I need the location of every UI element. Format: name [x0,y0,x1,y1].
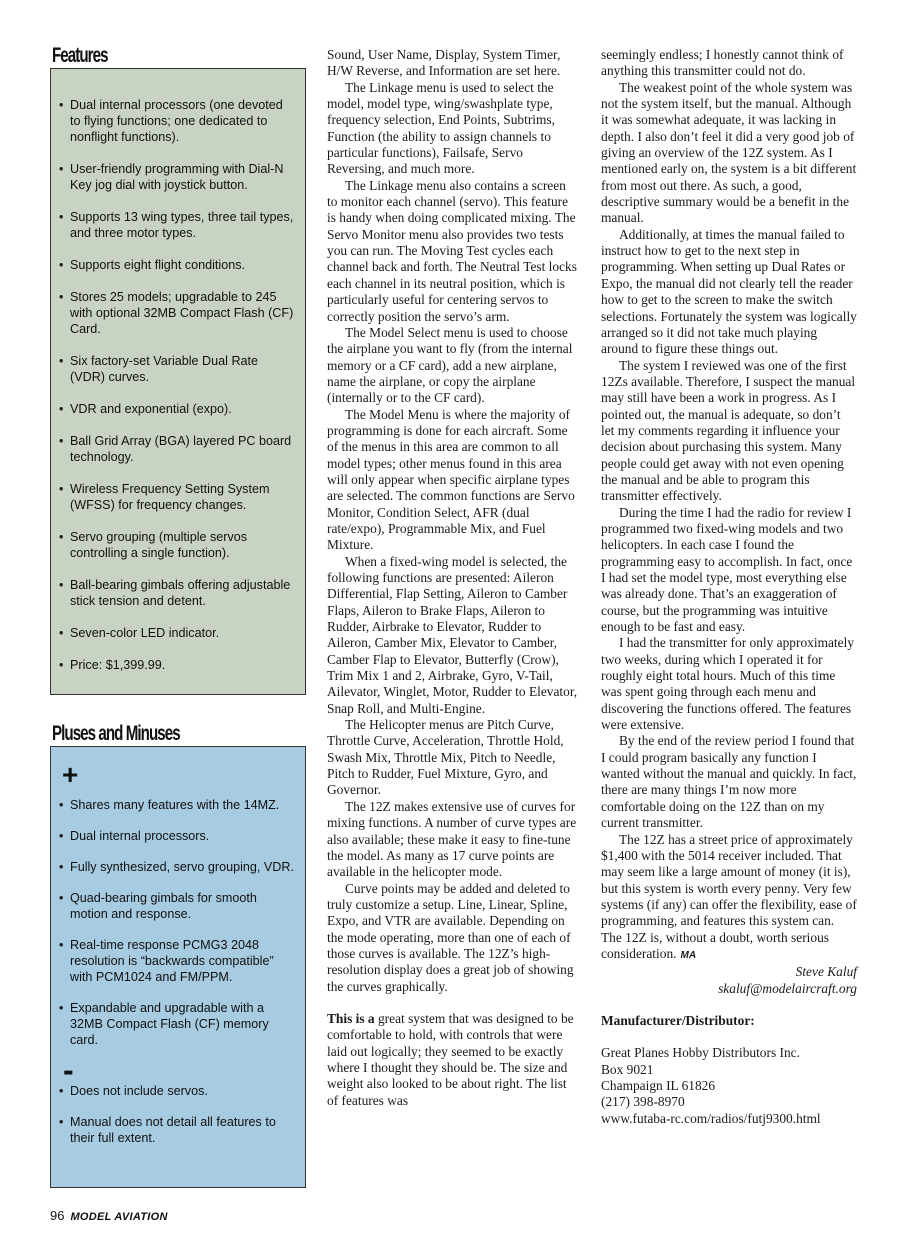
paragraph: The Linkage menu also contains a screen to monitor each channel (servo). This feature is handy when doing complicated mixing. The Servo Monitor menu also provides two tests you can run. The Moving Test cycles each channel back and forth. The Neutral Test locks each channel in its neutral position, which is particularly useful for centering servos to correctly position the servo’s arm. [327,177,577,324]
plus-item: • Real-time response PCMG3 2048 resolution is “backwards compatible” with PCM1024 and FM/PPM. [57,937,295,985]
manufacturer-box: Box 9021 [601,1061,654,1077]
paragraph [601,832,857,965]
manufacturer-phone: (217) 398-8970 [601,1094,685,1110]
paragraph: The Model Select menu is used to choose the airplane you want to fly (from the internal memory or a CF card), add a new airplane, name the airplane, or copy the airplane (internally or to the CF card). [327,324,573,406]
minus-icon: - [63,1052,74,1088]
paragraph-body: great system that was designed to be comfortable to hold, with controls that were laid out logically; they seemed to be exactly where I thought they should be. The size and weight also looked to be about right. The list of features was [327,1010,574,1108]
paragraph: The weakest point of the whole system was not the system itself, but the manual. Although it was somewhat adequate, it was lacking in depth. I also don’t feel it did a very good job of giving an overview of the 12Z system. As I mentioned early on, the system is a bit different from most out there. As such, a good, descriptive summary would be a benefit in the manual. [601,79,857,226]
author-name: Steve Kaluf [795,964,857,980]
end-mark: MA [680,949,697,961]
paragraph: During the time I had the radio for review I programmed two fixed-wing models and two helicopters. In each case I found the programming easy to accomplish. In fact, once I had set the model type, most everything else was already done. That’s an exaggeration of course, but the programming was intuitive enough to be fast and easy. [601,504,853,635]
lead-in: This is a [327,1010,375,1026]
feature-item: • Wireless Frequency Setting System (WFSS) for frequency changes. [57,481,295,513]
plus-item: • Expandable and upgradable with a 32MB Compact Flash (CF) memory card. [57,1000,295,1048]
manufacturer-label: Manufacturer/Distributor: [601,1012,755,1028]
feature-item: • Stores 25 models; upgradable to 245 with optional 32MB Compact Flash (CF) Card. [57,289,295,337]
paragraph: When a fixed-wing model is selected, the following functions are presented: Aileron Differential, Flap Setting, Aileron to Camber Flaps, Aileron to Brake Flaps, Aileron to Rudder, Airbrake to Elevator, Rudder to Aileron, Camber Mix, Elevator to Camber, Camber Flap to Elevator, Butterfly (Crow), Trim Mix 1 and 2, Airbrake, Gyro, V-Tail, Ailevator, Winglet, Motor, Rudder to Elevator, Snap Roll, and Multi-Engine. [327,553,578,716]
author-email: skaluf@modelaircraft.org [718,980,857,996]
feature-item: • VDR and exponential (expo). [57,401,295,417]
minus-item: • Does not include servos. [57,1083,295,1099]
paragraph: Sound, User Name, Display, System Timer, H/W Reverse, and Information are set here. [327,47,561,79]
pluses-minuses-box [50,746,306,1188]
paragraph: The Model Menu is where the majority of programming is done for each aircraft. Some of the menus in this area are common to all model types; other menus found in this area will only appear when specific airplane types are selected. The common functions are Servo Monitor, Condition Select, AFR (dual rate/expo), Programmable Mix, and Fuel Mixture. [327,406,575,553]
plus-item: • Dual internal processors. [57,828,295,844]
feature-item: • Ball Grid Array (BGA) layered PC board technology. [57,433,295,465]
features-list [57,97,295,673]
feature-item: • Servo grouping (multiple servos controlling a single function). [57,529,295,561]
paragraph: The 12Z makes extensive use of curves for mixing functions. A number of curve types are also available; these make it easy to fine-tune the model. As many as 17 curve points are available in the helicopter mode. [327,798,577,880]
feature-item: • Price: $1,399.99. [57,657,295,673]
paragraph: Curve points may be added and deleted to truly customize a setup. Line, Linear, Spline, Expo, and VTR are available. Depending on the mode operating, more than one of each of those curves is available. The 12Z’s high-resolution display does a great job of showing the curves graphically. [327,880,574,994]
minuses-list [57,1083,295,1146]
feature-item: • Dual internal processors (one devoted to flying functions; one dedicated to nonflight functions). [57,97,295,145]
feature-item: • Seven-color LED indicator. [57,625,295,641]
features-heading: Features [52,44,108,67]
paragraph: seemingly endless; I honestly cannot think of anything this transmitter could not do. [601,47,844,79]
feature-item: • User-friendly programming with Dial-N Key jog dial with joystick button. [57,161,295,193]
feature-item: • Ball-bearing gimbals offering adjustable stick tension and detent. [57,577,295,609]
minus-item: • Manual does not detail all features to their full extent. [57,1114,295,1146]
feature-item: • Supports 13 wing types, three tail types, and three motor types. [57,209,295,241]
paragraph-body: The 12Z has a street price of approximately $1,400 with the 5014 receiver included. That may seem like a large amount of money (it is), but this system is worth every penny. Very few systems (if any) can offer the flexibility, ease of programming, and features this system can. The 12Z is, without a doubt, worth serious consideration. [601,831,857,961]
article-column-1 [327,47,579,1109]
features-box [50,68,306,695]
manufacturer-url[interactable]: www.futaba-rc.com/radios/futj9300.html [601,1110,821,1126]
manufacturer-name: Great Planes Hobby Distributors Inc. [601,1045,800,1061]
plus-item: • Shares many features with the 14MZ. [57,797,295,813]
pluses-list [57,797,295,1048]
feature-item: • Six factory-set Variable Dual Rate (VDR) curves. [57,353,295,385]
paragraph: By the end of the review period I found that I could program basically any function I wanted without the manual and quickly. In fact, there are many things I’m now more comfortable doing on the 12Z than on my current transmitter. [601,733,857,831]
paragraph: The Helicopter menus are Pitch Curve, Throttle Curve, Acceleration, Throttle Hold, Swash Mix, Throttle Mix, Pitch to Needle, Pitch to Rudder, Fuel Mixture, Gyro, and Governor. [327,717,564,798]
magazine-name: MODEL AVIATION [70,1211,168,1223]
pluses-minuses-heading: Pluses and Minuses [52,722,180,745]
plus-icon: + [62,759,79,790]
paragraph: I had the transmitter for only approximately two weeks, during which I operated it for roughly eight total hours. Much of this time was spent going through each menu and discovering the functions offered. The features were extensive. [601,635,855,733]
plus-item: • Fully synthesized, servo grouping, VDR. [57,859,295,875]
paragraph [327,1011,579,1109]
feature-item: • Supports eight flight conditions. [57,257,295,273]
paragraph: The Linkage menu is used to select the model, model type, wing/swashplate type, frequency selection, End Points, Subtrims, Function (the ability to assign channels to particular functions), Failsafe, Servo Reversing, and much more. [327,79,555,177]
manufacturer-city: Champaign IL 61826 [601,1077,716,1093]
page-footer [50,1208,168,1223]
paragraph: Additionally, at times the manual failed to instruct how to get to the next step in programming. When setting up Dual Rates or Expo, the manual did not clearly tell the reader how to get to the screen to make the switch selections. Fortunately the system was logically arranged so it did not take much playing around to figure these things out. [601,226,857,357]
paragraph: The system I reviewed was one of the first 12Zs available. Therefore, I suspect the manual may still have been a work in progress. As I pointed out, the manual is adequate, so don’t let my comments regarding it influence your decision about purchasing this system. Many people could get away with not even opening the manual and be able to program this transmitter effectively. [601,357,856,504]
article-column-2 [601,47,857,1127]
plus-item: • Quad-bearing gimbals for smooth motion and response. [57,890,295,922]
page-number: 96 [50,1208,65,1223]
